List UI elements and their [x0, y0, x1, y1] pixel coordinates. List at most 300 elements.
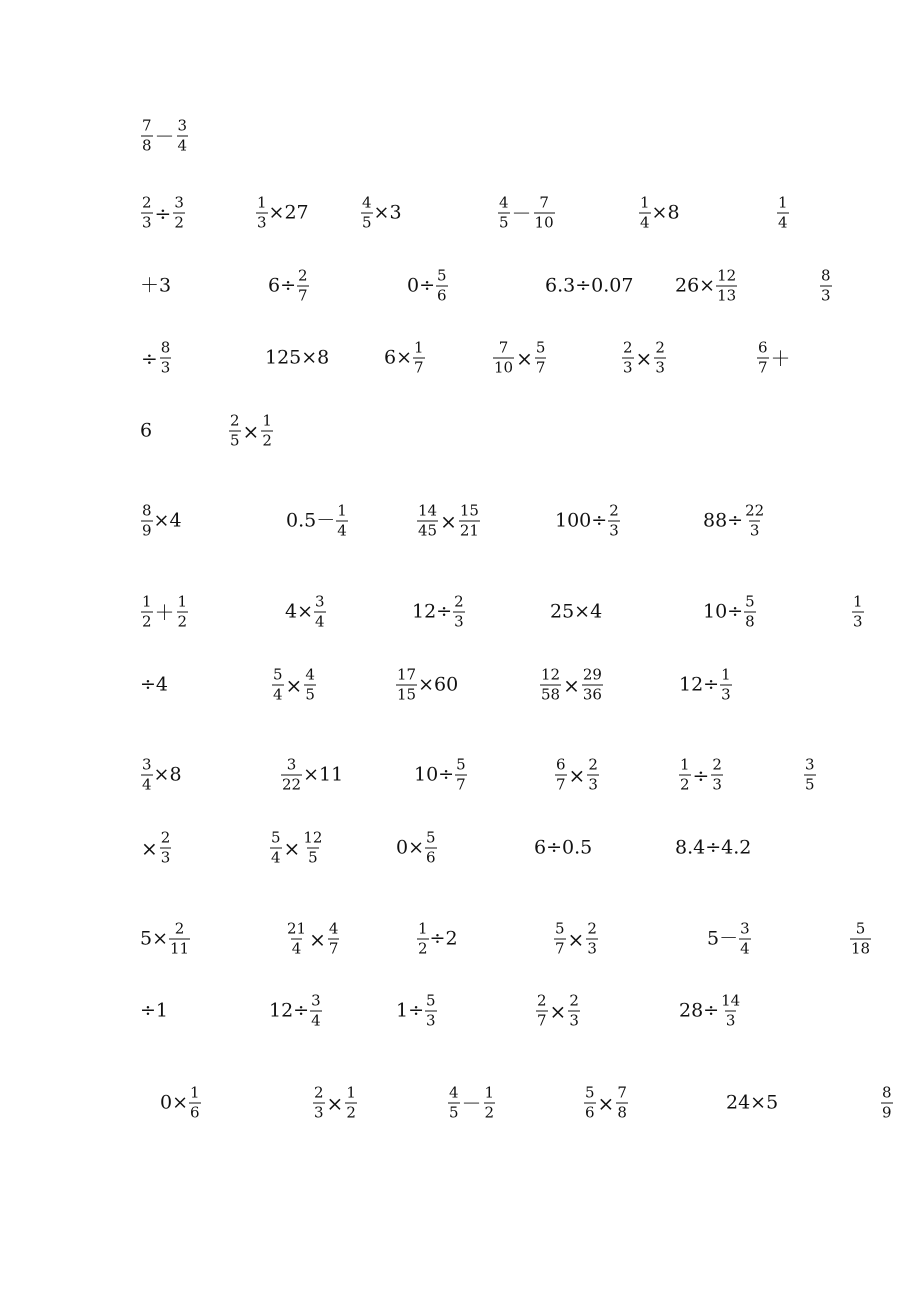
numerator: 2 [655, 338, 665, 357]
expression [312, 1083, 358, 1122]
fraction [448, 1083, 460, 1122]
denominator: 6 [437, 286, 447, 305]
fraction [777, 193, 789, 232]
fraction [141, 193, 153, 232]
denominator: 7 [535, 358, 546, 377]
numerator: 15 [459, 501, 479, 520]
fraction [820, 266, 832, 305]
numerator: 7 [539, 193, 549, 212]
denominator: 5 [362, 213, 372, 232]
fraction [173, 193, 185, 232]
expression [535, 991, 581, 1030]
numerator: 6 [758, 338, 768, 357]
numerator: 1 [262, 411, 272, 430]
denominator: 5 [449, 1103, 459, 1122]
denominator: 3 [725, 1011, 736, 1030]
expression-text: × [568, 763, 586, 787]
expression [265, 346, 330, 369]
expression-text: × [440, 509, 457, 533]
denominator: 3 [821, 286, 831, 305]
expression [228, 411, 274, 450]
denominator: 4 [273, 685, 283, 704]
numerator: 2 [160, 828, 171, 847]
denominator: 3 [721, 685, 731, 704]
expression-text: ×11 [303, 763, 344, 786]
expression [492, 338, 547, 377]
denominator: 6 [190, 1103, 200, 1122]
expression [140, 501, 182, 540]
expression [703, 592, 757, 631]
denominator: 3 [623, 358, 633, 377]
numerator: 2 [587, 919, 597, 938]
numerator: 2 [142, 193, 152, 212]
expression-text: 1÷ [396, 999, 425, 1022]
numerator: 1 [680, 755, 690, 774]
fraction [804, 755, 816, 794]
denominator: 3 [712, 775, 722, 794]
denominator: 15 [397, 685, 417, 704]
expression-text: 12÷ [269, 999, 310, 1022]
denominator: 13 [717, 286, 737, 305]
fraction [256, 193, 268, 232]
expression [539, 665, 604, 704]
numerator: 5 [585, 1083, 595, 1102]
expression-text: × [563, 673, 580, 697]
denominator: 3 [142, 213, 152, 232]
numerator: 14 [721, 991, 741, 1010]
denominator: 3 [569, 1011, 579, 1030]
fraction [270, 828, 282, 867]
denominator: 7 [298, 286, 308, 305]
numerator: 1 [177, 592, 188, 611]
expression-text: － [154, 124, 175, 148]
fraction [536, 991, 548, 1030]
numerator: 8 [142, 501, 152, 520]
expression-text: × [549, 999, 567, 1023]
expression [726, 1091, 779, 1114]
fraction [160, 338, 172, 377]
expression [271, 665, 317, 704]
numerator: 17 [397, 665, 417, 684]
expression-text: ×8 [153, 763, 182, 786]
denominator: 3 [454, 612, 464, 631]
expression-text: ＋ [154, 600, 175, 624]
denominator: 5 [499, 213, 509, 232]
numerator: 1 [414, 338, 424, 357]
fraction [679, 755, 691, 794]
fraction [881, 1083, 893, 1122]
numerator: 2 [454, 592, 464, 611]
denominator: 8 [745, 612, 755, 631]
denominator: 8 [142, 136, 152, 155]
expression-text: ×8 [651, 201, 680, 224]
denominator: 4 [311, 1011, 321, 1030]
numerator: 22 [745, 501, 765, 520]
expression [776, 193, 790, 232]
denominator: 3 [426, 1011, 436, 1030]
fraction [616, 1083, 628, 1122]
fraction [568, 991, 580, 1030]
expression-text: 0× [160, 1091, 189, 1114]
expression-text: 12÷ [679, 673, 720, 696]
numerator: 8 [160, 338, 171, 357]
expression-text: × [141, 836, 158, 860]
expression-text: ÷1 [140, 999, 169, 1022]
fraction [313, 1083, 325, 1122]
denominator: 3 [853, 612, 863, 631]
expression [140, 274, 172, 297]
expression-text: ÷ [692, 763, 710, 787]
fraction [711, 755, 723, 794]
expression [555, 501, 621, 540]
fraction [852, 592, 864, 631]
expression [140, 193, 186, 232]
numerator: 1 [337, 501, 347, 520]
denominator: 6 [585, 1103, 595, 1122]
fraction [425, 991, 437, 1030]
denominator: 7 [328, 939, 339, 958]
fraction [455, 755, 467, 794]
expression-text: 0× [396, 836, 425, 859]
fraction [141, 755, 153, 794]
numerator: 1 [190, 1083, 200, 1102]
expression-text: ×60 [418, 673, 459, 696]
numerator: 2 [609, 501, 619, 520]
numerator: 5 [535, 338, 546, 357]
denominator: 3 [655, 358, 665, 377]
expression [396, 828, 438, 867]
expression-text: 0.5－ [286, 509, 336, 532]
denominator: 3 [587, 939, 597, 958]
expression [675, 836, 752, 859]
expression-text: ×4 [153, 509, 182, 532]
fraction [396, 665, 417, 704]
fraction [314, 592, 326, 631]
expression-text: 10÷ [703, 600, 744, 623]
numerator: 5 [555, 919, 565, 938]
expression-text: 12÷ [412, 600, 453, 623]
denominator: 5 [305, 685, 315, 704]
expression-text: × [309, 927, 326, 951]
numerator: 5 [271, 828, 281, 847]
denominator: 7 [556, 775, 566, 794]
expression-text: ÷2 [429, 927, 458, 950]
fraction [436, 266, 448, 305]
numerator: 8 [821, 266, 831, 285]
fraction [586, 919, 598, 958]
expression [140, 592, 189, 631]
denominator: 3 [160, 358, 171, 377]
fraction [540, 665, 561, 704]
expression-text: 8.4÷4.2 [675, 836, 752, 859]
fraction [459, 501, 480, 540]
fraction [361, 193, 373, 232]
expression [679, 665, 733, 704]
fraction [281, 755, 302, 794]
expression [140, 919, 191, 958]
fraction [850, 919, 871, 958]
expression-text: × [567, 927, 585, 951]
expression [756, 338, 792, 377]
expression [286, 501, 349, 540]
expression [545, 274, 634, 297]
numerator: 1 [257, 193, 267, 212]
denominator: 2 [174, 213, 184, 232]
expression-text: 6÷0.5 [534, 836, 593, 859]
numerator: 1 [721, 665, 731, 684]
expression-text: 6 [140, 419, 153, 442]
fraction [739, 919, 751, 958]
numerator: 21 [287, 919, 307, 938]
numerator: 7 [498, 338, 509, 357]
numerator: 3 [177, 116, 188, 135]
expression [280, 755, 344, 794]
fraction [535, 338, 547, 377]
expression [621, 338, 667, 377]
expression [140, 755, 182, 794]
expression [638, 193, 680, 232]
fraction [229, 411, 241, 450]
expression-text: ×27 [268, 201, 309, 224]
expression [396, 991, 438, 1030]
fraction [587, 755, 599, 794]
expression [675, 266, 738, 305]
expression-text: ÷ [154, 201, 172, 225]
denominator: 4 [271, 848, 281, 867]
denominator: 45 [418, 521, 438, 540]
denominator: 5 [805, 775, 815, 794]
expression-text: 88÷ [703, 509, 744, 532]
fraction [608, 501, 620, 540]
expression-text: × [635, 346, 653, 370]
expression-text: 6× [384, 346, 413, 369]
numerator: 3 [315, 592, 325, 611]
denominator: 3 [257, 213, 267, 232]
expression-text: × [326, 1091, 344, 1115]
expression-text: 28÷ [679, 999, 720, 1022]
numerator: 7 [142, 116, 152, 135]
fraction [744, 501, 765, 540]
expression-text: 10÷ [414, 763, 455, 786]
numerator: 1 [484, 1083, 495, 1102]
numerator: 3 [286, 755, 297, 774]
numerator: 14 [418, 501, 438, 520]
expression-text: 24×5 [726, 1091, 779, 1114]
expression [880, 1083, 894, 1122]
denominator: 2 [418, 939, 428, 958]
numerator: 4 [305, 665, 315, 684]
expression-text: ×3 [373, 201, 402, 224]
denominator: 2 [680, 775, 690, 794]
fraction [639, 193, 651, 232]
numerator: 2 [537, 991, 547, 1010]
expression [269, 828, 324, 867]
expression [360, 193, 402, 232]
expression [140, 116, 189, 155]
fraction [345, 1083, 357, 1122]
expression-text: ＋3 [140, 274, 172, 297]
expression [497, 193, 556, 232]
expression-text: × [516, 346, 533, 370]
expression [554, 755, 600, 794]
fraction [417, 919, 429, 958]
expression-text: 6÷ [268, 274, 297, 297]
expression-text: － [461, 1091, 482, 1115]
expression [407, 266, 449, 305]
expression [140, 999, 169, 1022]
fraction [757, 338, 769, 377]
expression [851, 592, 865, 631]
denominator: 7 [456, 775, 466, 794]
expression-text: ÷ [141, 346, 158, 370]
numerator: 4 [449, 1083, 459, 1102]
expression [849, 919, 872, 958]
expression [140, 338, 172, 377]
numerator: 5 [426, 991, 436, 1010]
denominator: 10 [494, 358, 514, 377]
expression [414, 755, 468, 794]
expression [679, 991, 742, 1030]
denominator: 9 [142, 521, 152, 540]
numerator: 5 [426, 828, 436, 847]
fraction [534, 193, 555, 232]
numerator: 5 [273, 665, 283, 684]
expression [268, 266, 310, 305]
numerator: 4 [499, 193, 509, 212]
numerator: 2 [174, 919, 185, 938]
denominator: 4 [640, 213, 650, 232]
numerator: 7 [617, 1083, 627, 1102]
numerator: 5 [855, 919, 866, 938]
expression [416, 919, 458, 958]
expression [703, 501, 766, 540]
fraction [177, 116, 189, 155]
fraction [484, 1083, 496, 1122]
expression-text: 0÷ [407, 274, 436, 297]
expression-text: × [283, 836, 301, 860]
numerator: 3 [174, 193, 184, 212]
fraction [304, 665, 316, 704]
fraction [328, 919, 340, 958]
fraction [297, 266, 309, 305]
fraction [584, 1083, 596, 1122]
fraction [141, 592, 153, 631]
numerator: 5 [456, 755, 466, 774]
denominator: 5 [308, 848, 318, 867]
numerator: 12 [303, 828, 323, 847]
numerator: 2 [569, 991, 579, 1010]
expression [583, 1083, 629, 1122]
numerator: 5 [745, 592, 755, 611]
denominator: 4 [177, 136, 188, 155]
expression-text: ÷4 [140, 673, 169, 696]
denominator: 7 [537, 1011, 547, 1030]
fraction [493, 338, 514, 377]
expression [140, 673, 169, 696]
fraction [654, 338, 666, 377]
denominator: 2 [142, 612, 152, 631]
denominator: 3 [160, 848, 171, 867]
numerator: 5 [437, 266, 447, 285]
fraction [272, 665, 284, 704]
expression [678, 755, 724, 794]
fraction [417, 501, 438, 540]
numerator: 2 [588, 755, 598, 774]
numerator: 3 [740, 919, 750, 938]
denominator: 22 [282, 775, 302, 794]
fraction [310, 991, 322, 1030]
fraction [177, 592, 189, 631]
denominator: 4 [315, 612, 325, 631]
expression-text: 125×8 [265, 346, 330, 369]
denominator: 58 [541, 685, 561, 704]
denominator: 36 [582, 685, 602, 704]
denominator: 2 [484, 1103, 495, 1122]
denominator: 2 [262, 431, 272, 450]
expression-text: 5－ [707, 927, 739, 950]
denominator: 4 [337, 521, 347, 540]
fraction [261, 411, 273, 450]
fraction [425, 828, 437, 867]
denominator: 3 [609, 521, 619, 540]
fraction [413, 338, 425, 377]
denominator: 7 [414, 358, 424, 377]
expression [550, 600, 603, 623]
fraction [189, 1083, 201, 1122]
expression [412, 592, 466, 631]
denominator: 8 [617, 1103, 627, 1122]
expression [447, 1083, 496, 1122]
denominator: 3 [314, 1103, 324, 1122]
fraction [453, 592, 465, 631]
numerator: 4 [362, 193, 372, 212]
denominator: 4 [291, 939, 302, 958]
expression-text: － [511, 201, 532, 225]
denominator: 4 [142, 775, 152, 794]
numerator: 12 [541, 665, 561, 684]
fraction [498, 193, 510, 232]
numerator: 2 [712, 755, 722, 774]
fraction [720, 991, 741, 1030]
numerator: 1 [346, 1083, 356, 1102]
numerator: 8 [882, 1083, 892, 1102]
expression-text: × [242, 419, 260, 443]
expression-text: × [285, 673, 303, 697]
expression [160, 1083, 202, 1122]
fraction [160, 828, 172, 867]
denominator: 18 [851, 939, 871, 958]
fraction [716, 266, 737, 305]
expression [707, 919, 752, 958]
fraction [336, 501, 348, 540]
expression-text: 6.3÷0.07 [545, 274, 634, 297]
denominator: 2 [346, 1103, 356, 1122]
numerator: 1 [853, 592, 863, 611]
fraction [302, 828, 323, 867]
denominator: 9 [882, 1103, 892, 1122]
numerator: 6 [556, 755, 566, 774]
denominator: 7 [555, 939, 565, 958]
fraction [622, 338, 634, 377]
expression [534, 836, 593, 859]
numerator: 1 [640, 193, 650, 212]
expression [819, 266, 833, 305]
expression [285, 919, 340, 958]
denominator: 11 [170, 939, 190, 958]
expression [140, 419, 153, 442]
denominator: 5 [230, 431, 240, 450]
denominator: 10 [534, 213, 554, 232]
